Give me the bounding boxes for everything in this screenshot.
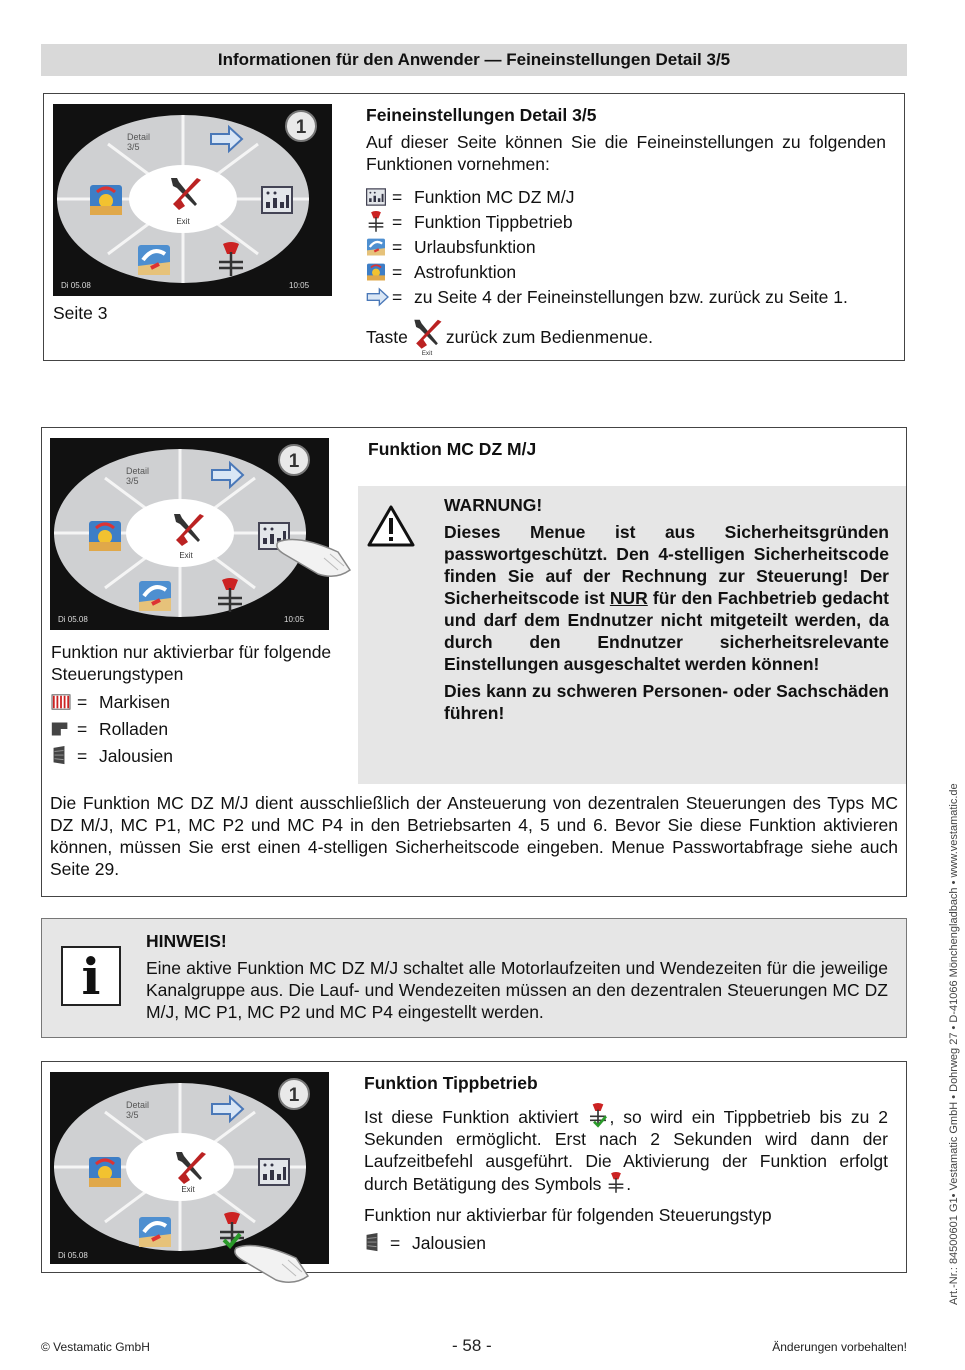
screen-detail-page: 3/5 [127,142,140,152]
screen-caption: Seite 3 [53,303,108,323]
section-tippbetrieb [41,1061,907,1273]
svg-text:3/5: 3/5 [126,476,139,486]
astro-icon[interactable] [89,521,121,551]
warning-text: Dieses Menue ist aus Sicherheitsgründen passwortgeschützt. Den 4-stelligen Sicherheitscode finden Sie auf der Rechnung zur Steuerung! Der Sicherheitscode ist NUR für den Fachbetrieb gedacht und darf dem Endnutzer nicht mitgeteilt werden, da durch den Endnutzer sicherheitsrelevante Einstellungen ausgeschaltet werden können! [444,522,889,674]
warning-title: WARNUNG! [444,495,543,515]
page-header: Informationen für den Anwender — Feineinstellungen Detail 3/5 [41,44,907,76]
warning-icon [366,504,416,548]
svg-text:1: 1 [288,1085,300,1106]
svg-text:Di 05.08: Di 05.08 [58,615,88,624]
type-item: = Rolladen [51,715,173,742]
svg-text:Exit: Exit [421,350,433,358]
warning-box [358,486,906,784]
section-text: Ist diese Funktion aktiviert , so wird ein Tippbetrieb bis zu 2 Sekunden ermöglicht. Erst nach 2 Sekunden wird dann der Laufzeitbefehl ausgeführt. Die Aktivierung der Funktion erfolgt durch Betätigung des Symbols . [364,1103,888,1195]
screen-image-detail-3 [53,104,332,296]
type-item: = Jalousien [364,1230,888,1255]
section-title: Funktion MC DZ M/J [368,439,537,459]
mc-dz-icon[interactable] [262,187,292,213]
svg-text:Exit: Exit [181,1185,195,1194]
screen-image-mc-dz [50,438,329,630]
type-item: = Markisen [51,688,173,715]
jalousien-icon [364,1233,380,1253]
side-article-text: Art.-Nr.: 84500601 G1• Vestamatic GmbH • Dohrweg 27 • D-41066 Mönchengladbach • www.vestamatic.de [948,783,960,1305]
type-item: = Jalousien [51,742,173,769]
jalousien-icon [51,746,67,766]
note-box [41,918,907,1038]
legend-item: = Funktion MC DZ M/J [366,184,886,209]
rolladen-icon [51,720,69,738]
types-caption: Funktion nur aktivierbar für folgende Steuerungstypen [51,642,332,684]
tools-exit-icon [410,318,444,356]
info-icon: i [61,946,121,1006]
legend-item: = Astrofunktion [366,259,886,284]
markisen-icon [51,693,71,711]
tipp-active-icon [587,1103,609,1127]
footer-note: Änderungen vorbehalten! [772,1340,907,1354]
section-intro: Auf dieser Seite können Sie die Feineinstellungen zu folgenden Funktionen vornehmen: [366,132,886,174]
astro-icon [366,263,386,281]
mc-dz-icon [366,188,386,206]
svg-text:Di 05.08: Di 05.08 [58,1251,88,1260]
mc-dz-icon[interactable] [259,1159,289,1185]
screen-date: Di 05.08 [61,281,91,290]
finger-pointer [235,1246,308,1283]
warning-consequence: Dies kann zu schweren Personen- oder Sachschäden führen! [444,681,889,723]
screen-exit-label: Exit [176,217,190,226]
taste-line: Taste Exit zurück zum Bedienmenue. [366,318,886,356]
urlaub-icon [366,238,386,256]
section-title: Feineinstellungen Detail 3/5 [366,105,597,125]
screen-time: 10:05 [289,281,310,290]
arrow-right-icon [366,287,390,307]
tipp-icon [366,211,386,233]
note-text: Eine aktive Funktion MC DZ M/J schaltet alle Motorlaufzeiten und Wendezeiten für die jeweilige Kanalgruppe aus. Die Lauf- und Wendezeiten müssen an den dezentralen Steuerungen MC DZ M/J, MC P1, MC P2 und MC P4 eingestellt werden. [146,958,888,1022]
legend-item: = Urlaubsfunktion [366,234,886,259]
urlaub-icon[interactable] [139,1217,171,1247]
note-title: HINWEIS! [146,931,227,951]
astro-icon[interactable] [90,185,122,215]
section-title: Funktion Tippbetrieb [364,1073,538,1093]
legend-item: = zu Seite 4 der Feineinstellungen bzw. zurück zu Seite 1. [366,284,886,309]
svg-text:Exit: Exit [179,551,193,560]
svg-text:3/5: 3/5 [126,1110,139,1120]
screen-page-number: 1 [295,117,307,138]
svg-text:1: 1 [288,451,300,472]
svg-text:Detail: Detail [126,1100,150,1110]
page-number: - 58 - [452,1336,492,1355]
svg-text:Detail: Detail [126,466,150,476]
svg-text:10:05: 10:05 [284,615,305,624]
legend-item: = Funktion Tippbetrieb [366,209,886,234]
legend-list [366,184,886,309]
urlaub-icon[interactable] [139,581,171,611]
screen-image-tipp [50,1072,329,1264]
type-caption: Funktion nur aktivierbar für folgenden Steuerungstyp [364,1205,772,1225]
section-body: Die Funktion MC DZ M/J dient ausschließlich der Ansteuerung von dezentralen Steuerungen des Typs MC DZ M/J, MC P1, MC P2 und MC P4 in den Betriebsarten 4, 5 und 6. Bevor Sie diese Funktion aktivieren können, müssen Sie erst einen 4-stelligen Sicherheitscode eingeben. Menue Passwortabfrage siehe auch Seite 29. [50,793,898,879]
tipp-icon [606,1172,626,1194]
urlaub-icon[interactable] [138,245,170,275]
screen-detail-label: Detail [127,132,151,142]
footer-copyright: © Vestamatic GmbH [41,1340,150,1354]
section-overview [43,93,905,361]
types-list [51,688,173,769]
astro-icon[interactable] [89,1157,121,1187]
